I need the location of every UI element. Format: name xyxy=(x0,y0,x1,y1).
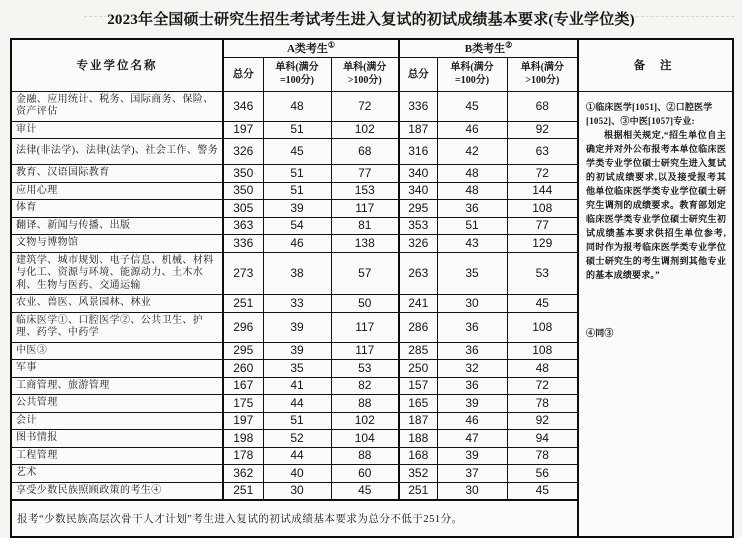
score-value: 340 xyxy=(399,182,437,200)
score-value: 47 xyxy=(437,430,507,448)
score-value: 35 xyxy=(263,360,331,378)
score-value: 198 xyxy=(223,430,263,448)
score-value: 326 xyxy=(399,235,437,253)
major-name: 图书情报 xyxy=(11,430,223,448)
score-value: 30 xyxy=(263,482,331,500)
major-name: 审计 xyxy=(11,121,223,139)
score-value: 104 xyxy=(331,430,399,448)
major-name: 临床医学①、口腔医学②、公共卫生、护理、药学、中药学 xyxy=(11,312,223,342)
score-value: 46 xyxy=(263,235,331,253)
table-header xyxy=(11,39,733,91)
score-value: 52 xyxy=(263,430,331,448)
score-value: 350 xyxy=(223,165,263,183)
score-value: 33 xyxy=(263,295,331,313)
remark-paragraph: 根据相关规定,“招生单位自主确定并对外公布报考本单位临床医学类专业学位硕士研究生进入复试的初试成绩要求,以及接受报考其他单位临床医学类专业学位硕士研究生调剂的成绩要求。教育部划定临床医学类专业学位硕士研究生初试成绩基本要求供招生单位参考,同时作为报考临床医学类专业学位硕士研究生的考生调剂到其他专业的基本成绩要求。” xyxy=(586,129,727,280)
score-value: 273 xyxy=(223,252,263,295)
score-value: 60 xyxy=(331,465,399,483)
score-value: 57 xyxy=(331,252,399,295)
score-value: 77 xyxy=(507,217,578,235)
score-value: 53 xyxy=(507,252,578,295)
score-value: 352 xyxy=(399,465,437,483)
score-value: 39 xyxy=(263,200,331,218)
score-value: 51 xyxy=(263,165,331,183)
col-header-b-single-gt100: 单科(满分 >100分) xyxy=(507,57,578,91)
major-name: 中医③ xyxy=(11,342,223,360)
major-name: 艺术 xyxy=(11,465,223,483)
col-header-group-b xyxy=(399,39,578,57)
table-row xyxy=(11,91,733,121)
score-value: 175 xyxy=(223,395,263,413)
score-value: 48 xyxy=(507,360,578,378)
remark-paragraph: ①临床医学[1051]、②口腔医学[1052]、③中医[1057]专业: xyxy=(586,101,713,126)
score-value: 45 xyxy=(331,482,399,500)
major-name: 建筑学、城市规划、电子信息、机械、材料与化工、资源与环境、能源动力、土木水利、生物与医药、交通运输 xyxy=(11,252,223,295)
score-value: 117 xyxy=(331,200,399,218)
col-header-a-single-eq100: 单科(满分 =100分) xyxy=(263,57,331,91)
score-value: 353 xyxy=(399,217,437,235)
major-name: 公共管理 xyxy=(11,395,223,413)
major-name: 享受少数民族照顾政策的考生④ xyxy=(11,482,223,500)
score-value: 251 xyxy=(399,482,437,500)
major-name: 法律(非法学)、法律(法学)、社会工作、警务 xyxy=(11,139,223,165)
score-value: 108 xyxy=(507,312,578,342)
score-value: 108 xyxy=(507,200,578,218)
score-value: 168 xyxy=(399,447,437,465)
col-header-remark: 备 注 xyxy=(578,39,733,91)
col-header-a-single-gt100: 单科(满分 >100分) xyxy=(331,57,399,91)
score-value: 250 xyxy=(399,360,437,378)
score-value: 77 xyxy=(331,165,399,183)
score-value: 88 xyxy=(331,395,399,413)
remark-paragraph: ④同③ xyxy=(586,327,614,338)
score-value: 129 xyxy=(507,235,578,253)
score-value: 72 xyxy=(507,377,578,395)
score-value: 45 xyxy=(437,91,507,121)
score-value: 316 xyxy=(399,139,437,165)
score-value: 197 xyxy=(223,121,263,139)
major-name: 工程管理 xyxy=(11,447,223,465)
score-value: 251 xyxy=(223,482,263,500)
minority-plan-note: 报考“少数民族高层次骨干人才计划”考生进入复试的初试成绩基本要求为总分不低于251分。 xyxy=(11,500,578,537)
score-value: 50 xyxy=(331,295,399,313)
score-value: 88 xyxy=(331,447,399,465)
score-value: 42 xyxy=(437,139,507,165)
major-name: 翻译、新闻与传播、出版 xyxy=(11,217,223,235)
score-value: 54 xyxy=(263,217,331,235)
score-value: 36 xyxy=(437,342,507,360)
score-value: 35 xyxy=(437,252,507,295)
score-value: 44 xyxy=(263,447,331,465)
score-value: 286 xyxy=(399,312,437,342)
score-value: 326 xyxy=(223,139,263,165)
col-header-b-total: 总分 xyxy=(399,57,437,91)
score-value: 295 xyxy=(223,342,263,360)
score-value: 81 xyxy=(331,217,399,235)
score-value: 46 xyxy=(437,412,507,430)
score-value: 56 xyxy=(507,465,578,483)
score-value: 187 xyxy=(399,412,437,430)
score-value: 40 xyxy=(263,465,331,483)
score-value: 41 xyxy=(263,377,331,395)
score-value: 51 xyxy=(263,412,331,430)
score-value: 251 xyxy=(223,295,263,313)
score-value: 39 xyxy=(437,447,507,465)
score-value: 285 xyxy=(399,342,437,360)
score-value: 336 xyxy=(399,91,437,121)
page-title: 2023年全国硕士研究生招生考试考生进入复试的初试成绩基本要求(专业学位类) xyxy=(107,12,635,28)
score-value: 78 xyxy=(507,395,578,413)
score-value: 72 xyxy=(507,165,578,183)
score-value: 241 xyxy=(399,295,437,313)
score-value: 92 xyxy=(507,121,578,139)
score-value: 46 xyxy=(437,121,507,139)
score-value: 32 xyxy=(437,360,507,378)
score-value: 51 xyxy=(437,217,507,235)
group-b-footnote-mark: ② xyxy=(505,40,513,50)
score-value: 45 xyxy=(507,482,578,500)
score-value: 178 xyxy=(223,447,263,465)
score-value: 68 xyxy=(507,91,578,121)
score-table-body xyxy=(11,91,733,537)
score-value: 363 xyxy=(223,217,263,235)
score-value: 187 xyxy=(399,121,437,139)
score-value: 63 xyxy=(507,139,578,165)
score-value: 39 xyxy=(263,342,331,360)
score-value: 36 xyxy=(437,377,507,395)
col-header-major-name: 专业学位名称 xyxy=(11,39,223,91)
score-value: 144 xyxy=(507,182,578,200)
score-value: 260 xyxy=(223,360,263,378)
major-name: 体育 xyxy=(11,200,223,218)
group-a-footnote-mark: ① xyxy=(327,40,336,50)
score-value: 45 xyxy=(507,295,578,313)
score-value: 305 xyxy=(223,200,263,218)
score-value: 188 xyxy=(399,430,437,448)
score-value: 39 xyxy=(263,312,331,342)
score-value: 72 xyxy=(331,91,399,121)
score-value: 362 xyxy=(223,465,263,483)
score-value: 44 xyxy=(263,395,331,413)
major-name: 会计 xyxy=(11,412,223,430)
score-value: 36 xyxy=(437,200,507,218)
score-value: 296 xyxy=(223,312,263,342)
group-a-label: A类考生 xyxy=(286,43,328,56)
col-header-b-single-eq100: 单科(满分 =100分) xyxy=(437,57,507,91)
score-value: 346 xyxy=(223,91,263,121)
score-value: 38 xyxy=(263,252,331,295)
major-name: 应用心理 xyxy=(11,182,223,200)
group-b-label: B类考生 xyxy=(464,43,506,56)
score-value: 336 xyxy=(223,235,263,253)
score-value: 102 xyxy=(331,121,399,139)
major-name: 军事 xyxy=(11,360,223,378)
major-name: 文物与博物馆 xyxy=(11,235,223,253)
score-value: 30 xyxy=(437,482,507,500)
score-value: 92 xyxy=(507,412,578,430)
score-value: 167 xyxy=(223,377,263,395)
score-value: 53 xyxy=(331,360,399,378)
score-value: 165 xyxy=(399,395,437,413)
col-header-a-total: 总分 xyxy=(223,57,263,91)
major-name: 金融、应用统计、税务、国际商务、保险、资产评估 xyxy=(11,91,223,121)
score-value: 117 xyxy=(331,342,399,360)
score-table xyxy=(10,38,734,538)
score-value: 157 xyxy=(399,377,437,395)
score-value: 138 xyxy=(331,235,399,253)
score-value: 48 xyxy=(437,165,507,183)
score-value: 117 xyxy=(331,312,399,342)
score-value: 197 xyxy=(223,412,263,430)
score-value: 295 xyxy=(399,200,437,218)
score-value: 48 xyxy=(437,182,507,200)
score-value: 82 xyxy=(331,377,399,395)
score-value: 45 xyxy=(263,139,331,165)
remark-content xyxy=(578,91,733,537)
score-value: 153 xyxy=(331,182,399,200)
score-value: 37 xyxy=(437,465,507,483)
score-value: 51 xyxy=(263,121,331,139)
col-header-group-a xyxy=(223,39,399,57)
score-value: 108 xyxy=(507,342,578,360)
score-value: 39 xyxy=(437,395,507,413)
score-value: 350 xyxy=(223,182,263,200)
score-value: 36 xyxy=(437,312,507,342)
score-value: 68 xyxy=(331,139,399,165)
score-value: 78 xyxy=(507,447,578,465)
score-value: 340 xyxy=(399,165,437,183)
score-value: 48 xyxy=(263,91,331,121)
score-value: 263 xyxy=(399,252,437,295)
score-value: 43 xyxy=(437,235,507,253)
score-value: 30 xyxy=(437,295,507,313)
score-value: 102 xyxy=(331,412,399,430)
score-value: 51 xyxy=(263,182,331,200)
score-value: 94 xyxy=(507,430,578,448)
major-name: 农业、兽医、风景园林、林业 xyxy=(11,295,223,313)
major-name: 教育、汉语国际教育 xyxy=(11,165,223,183)
major-name: 工商管理、旅游管理 xyxy=(11,377,223,395)
